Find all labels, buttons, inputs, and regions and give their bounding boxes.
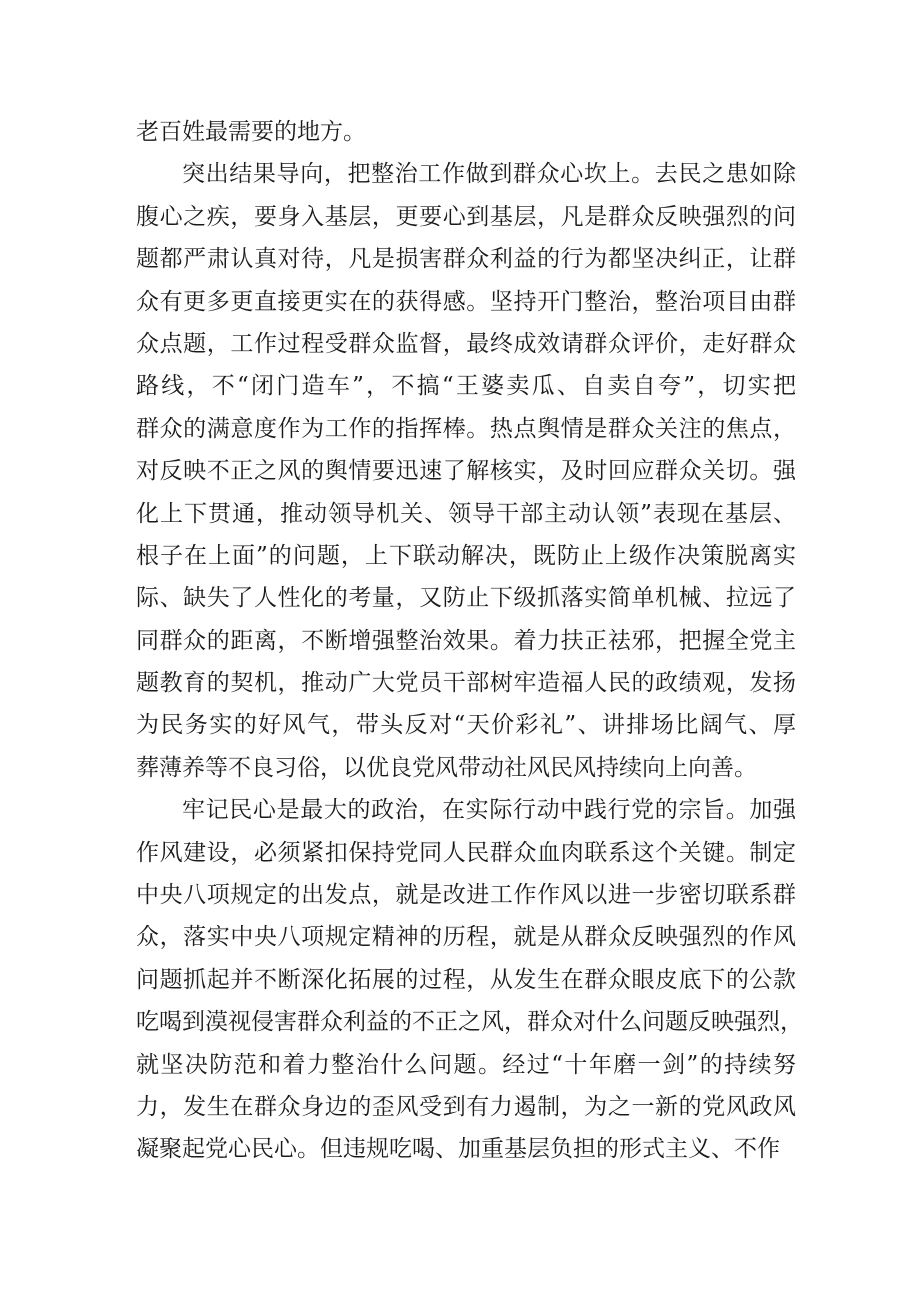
- text-line: 化上下贯通，推动领导机关、领导干部主动认领”表现在基层、: [136, 500, 796, 527]
- text-line: 际、缺失了人性化的考量，又防止下级抓落实简单机械、拉远了: [136, 585, 796, 612]
- text-line: 众，落实中央八项规定精神的历程，就是从群众反映强烈的作风: [136, 924, 796, 951]
- text-line: 牢记民心是最大的政治，在实际行动中践行党的宗旨。加强: [182, 797, 796, 824]
- text-line: 同群众的距离，不断增强整治效果。着力扶正祛邪，把握全党主: [136, 627, 796, 654]
- text-line: 就坚决防范和着力整治什么问题。经过“十年磨一剑”的持续努: [136, 1051, 796, 1078]
- text-line: 中央八项规定的出发点，就是改进工作作风以进一步密切联系群: [136, 882, 796, 909]
- text-line: 老百姓最需要的地方。: [136, 119, 366, 145]
- text-line: 题教育的契机，推动广大党员干部树牢造福人民的政绩观，发扬: [136, 670, 796, 697]
- text-line: 众点题，工作过程受群众监督，最终成效请群众评价，走好群众: [136, 330, 796, 357]
- text-line: 问题抓起并不断深化拓展的过程，从发生在群众眼皮底下的公款: [136, 966, 796, 993]
- text-line: 题都严肃认真对待，凡是损害群众利益的行为都坚决纠正，让群: [136, 246, 796, 273]
- text-line: 凝聚起党心民心。但违规吃喝、加重基层负担的形式主义、不作: [136, 1136, 780, 1163]
- text-line: 群众的满意度作为工作的指挥棒。热点舆情是群众关注的焦点，: [136, 415, 796, 442]
- text-line: 对反映不正之风的舆情要迅速了解核实，及时回应群众关切。强: [136, 458, 796, 485]
- paragraph: [136, 111, 796, 153]
- paragraph: [136, 153, 796, 789]
- text-line: 突出结果导向，把整治工作做到群众心坎上。去民之患如除: [182, 161, 796, 188]
- text-line: 根子在上面”的问题，上下联动解决，既防止上级作决策脱离实: [136, 542, 796, 569]
- text-line: 吃喝到漠视侵害群众利益的不正之风，群众对什么问题反映强烈，: [136, 1009, 803, 1036]
- text-line: 为民务实的好风气，带头反对“天价彩礼”、讲排场比阔气、厚: [136, 712, 796, 739]
- text-line: 路线，不“闭门造车”，不搞“王婆卖瓜、自卖自夸”，切实把: [136, 373, 796, 400]
- text-line: 众有更多更直接更实在的获得感。坚持开门整治，整治项目由群: [136, 288, 796, 315]
- paragraph: [136, 789, 803, 1171]
- body-text: [136, 111, 803, 1171]
- text-line: 作风建设，必须紧扣保持党同人民群众血肉联系这个关键。制定: [136, 839, 796, 866]
- text-line: 腹心之疾，要身入基层，更要心到基层，凡是群众反映强烈的问: [136, 203, 796, 230]
- text-line: 葬薄养等不良习俗，以优良党风带动社风民风持续向上向善。: [136, 754, 757, 781]
- text-line: 力，发生在群众身边的歪风受到有力遏制，为之一新的党风政风: [136, 1093, 796, 1120]
